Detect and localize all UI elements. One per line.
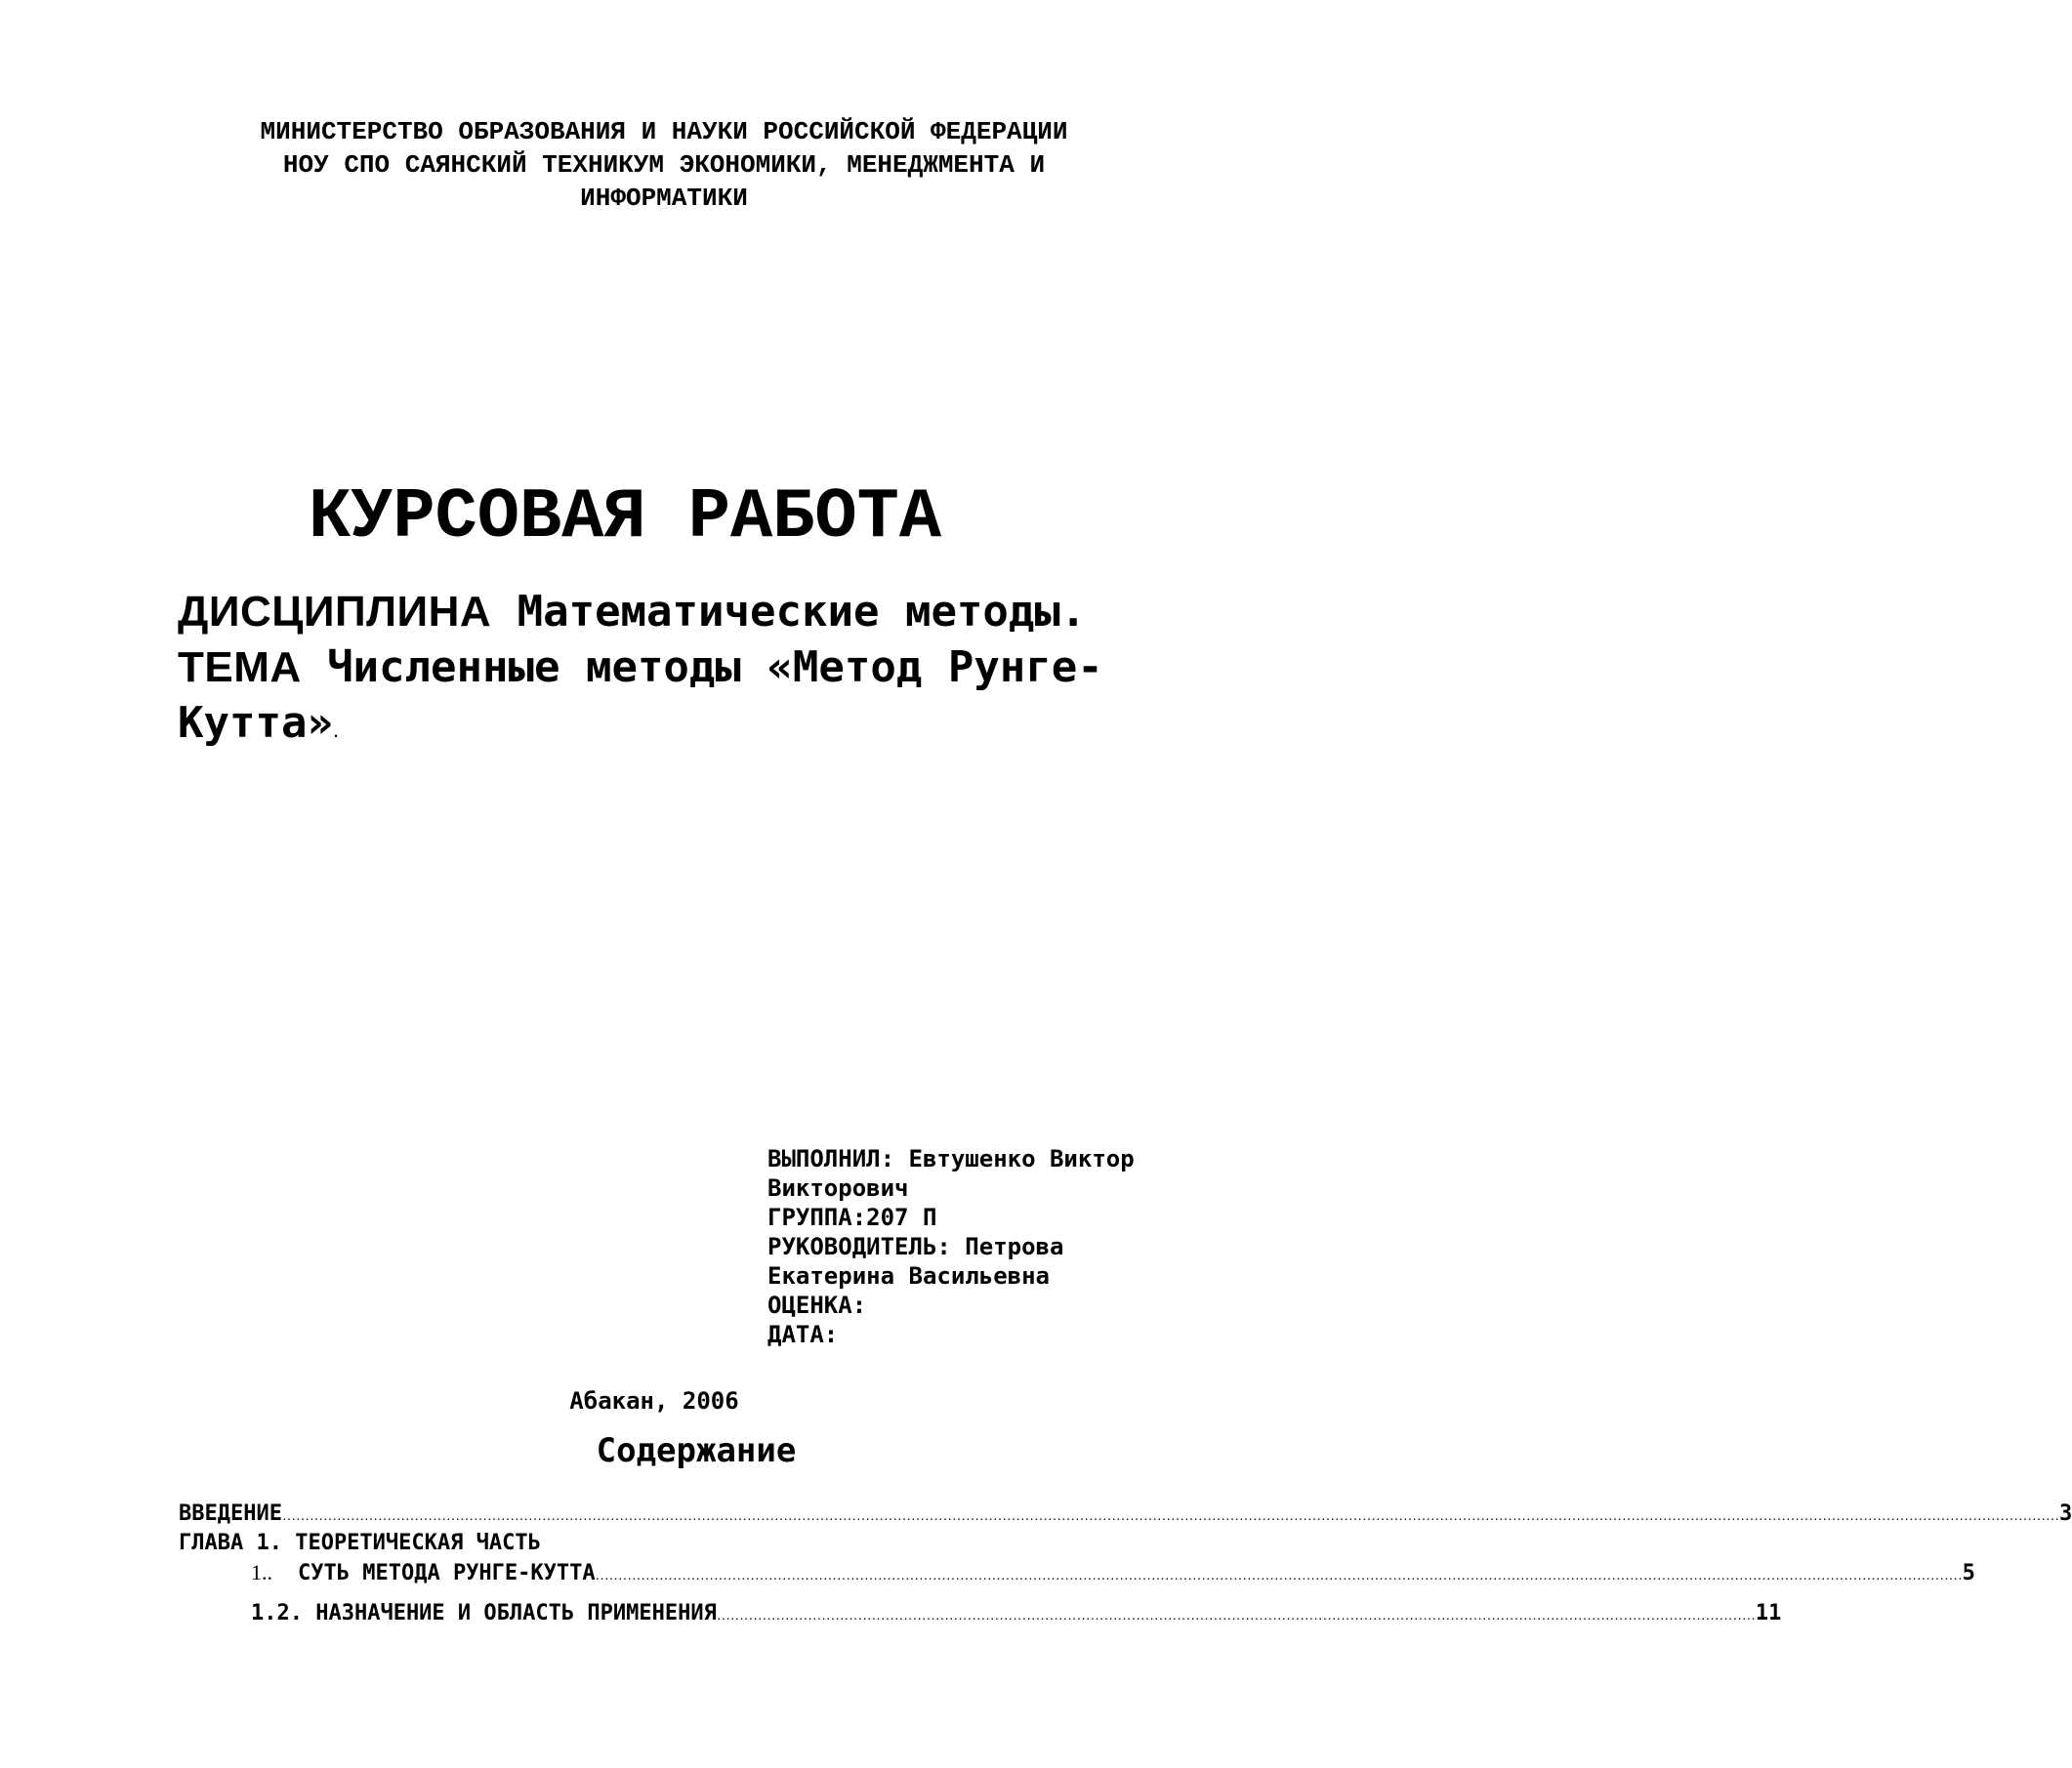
toc-item-label: ВВЕДЕНИЕ xyxy=(179,1501,282,1526)
author-grade: ОЦЕНКА: xyxy=(767,1292,867,1319)
toc-item xyxy=(179,1500,2072,1532)
toc-item-number: 1.. xyxy=(251,1560,272,1584)
author-group: ГРУППА:207 П xyxy=(767,1204,937,1231)
topic-value: Численные методы «Метод Рунге- xyxy=(327,642,1103,692)
topic-row-cont xyxy=(178,697,1103,757)
topic-value-cont: Кутта» xyxy=(178,698,333,748)
discipline-label: ДИСЦИПЛИНА xyxy=(178,588,492,636)
header-ministry: МИНИСТЕРСТВО ОБРАЗОВАНИЯ И НАУКИ РОССИЙСКОЙ ФЕДЕРАЦИИ xyxy=(260,117,1068,146)
institution-header xyxy=(176,115,1152,215)
discipline-value: Математические методы. xyxy=(517,587,1087,637)
discipline-row xyxy=(178,586,1103,641)
toc-item-label: ГЛАВА 1. ТЕОРЕТИЧЕСКАЯ ЧАСТЬ xyxy=(179,1531,541,1555)
author-block xyxy=(767,1144,1135,1349)
author-supervisor: РУКОВОДИТЕЛЬ: Петрова xyxy=(767,1233,1064,1260)
header-school-cont: ИНФОРМАТИКИ xyxy=(580,184,748,213)
topic-row xyxy=(178,641,1103,697)
topic-period: . xyxy=(332,718,340,742)
subject-block xyxy=(178,586,1103,757)
author-supervisor-cont: Екатерина Васильевна xyxy=(767,1262,1050,1290)
toc-item-page: 5 xyxy=(1962,1561,1975,1585)
toc-item-label: СУТЬ МЕТОДА РУНГЕ-КУТТА xyxy=(298,1561,596,1585)
city-year: Абакан, 2006 xyxy=(569,1387,739,1415)
document-title: КУРСОВАЯ РАБОТА xyxy=(308,477,942,557)
toc-item xyxy=(251,1558,1975,1591)
toc-leader-dots: ………………………………………………………………………………………………………………………………………………………………………………………………………………………………………………………………………………………………………………………………………………………… xyxy=(281,1509,2059,1524)
toc-leader-dots: ………………………………………………………………………………………………………………………………………………………………………………………………………… xyxy=(716,1609,1756,1624)
author-performed-by-cont: Викторович xyxy=(767,1174,909,1202)
author-performed-by: ВЫПОЛНИЛ: Евтушенко Виктор xyxy=(767,1145,1135,1172)
toc-item-page: 11 xyxy=(1755,1601,1782,1625)
toc-title: Содержание xyxy=(596,1431,797,1470)
toc-item-label: 1.2. НАЗНАЧЕНИЕ И ОБЛАСТЬ ПРИМЕНЕНИЯ xyxy=(251,1601,717,1625)
toc-item xyxy=(251,1599,1782,1631)
topic-label: ТЕМА xyxy=(178,643,302,691)
toc-leader-dots: ………………………………………………………………………………………………………………………………………………………………………………………………………………………………………………………………………… xyxy=(595,1569,1963,1583)
toc-item-page: 3 xyxy=(2058,1501,2072,1526)
header-school: НОУ СПО САЯНСКИЙ ТЕХНИКУМ ЭКОНОМИКИ, МЕНЕДЖМЕНТА И xyxy=(282,150,1046,180)
toc-item xyxy=(179,1529,541,1558)
author-date: ДАТА: xyxy=(767,1321,839,1348)
